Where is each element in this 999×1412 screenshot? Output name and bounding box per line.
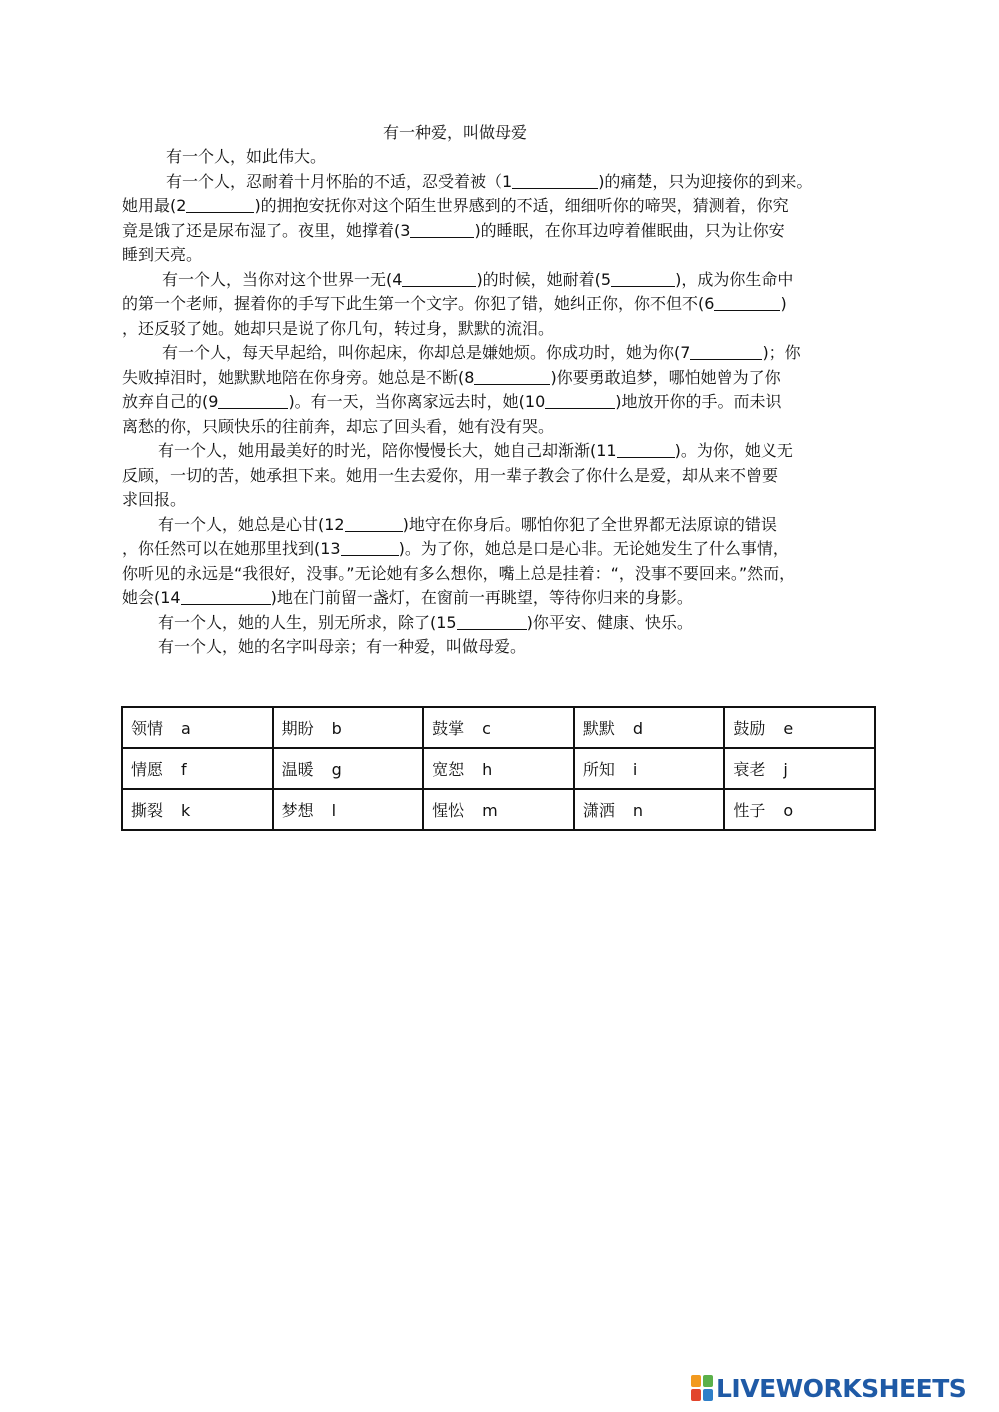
- paragraph-line: 竟是饿了还是尿布湿了。夜里，她撑着(3 )的睡眠，在你耳边哼着催眠曲，只为让你安: [122, 220, 785, 240]
- liveworksheets-logo-text: LIVEWORKSHEETS: [716, 1373, 967, 1403]
- paragraph-line: 她会(14 )地在门前留一盏灯，在窗前一再眺望，等待你归来的身影。: [122, 588, 693, 607]
- word-cell[interactable]: 性子 o: [724, 789, 875, 830]
- word-cell[interactable]: 温暖 g: [273, 748, 424, 789]
- word-bank-table: [121, 706, 876, 831]
- word-cell[interactable]: 撕裂 k: [122, 789, 273, 830]
- paragraph-line: 有一个人，她的名字叫母亲；有一种爱，叫做母爱。: [158, 637, 527, 656]
- blank-1[interactable]: [512, 172, 598, 189]
- paragraph-line: ，还反驳了她。她却只是说了你几句，转过身，默默的流泪。: [122, 318, 555, 338]
- paragraph-line: 求回报。: [122, 490, 187, 509]
- blank-9[interactable]: [218, 392, 288, 409]
- paragraph-line: 有一个人，她的人生，别无所求，除了(15 )你平安、健康、快乐。: [158, 612, 693, 632]
- blank-5[interactable]: [611, 270, 675, 287]
- word-cell[interactable]: 衰老 j: [724, 748, 875, 789]
- word-cell[interactable]: 期盼 b: [273, 707, 424, 748]
- paragraph-line: 有一个人，如此伟大。: [166, 147, 327, 166]
- word-bank-row: [122, 748, 875, 789]
- blank-8[interactable]: [474, 368, 550, 385]
- paragraph-line: 有一个人，每天早起给，叫你起床，你却总是嫌她烦。你成功时，她为你(7 )；你: [162, 343, 801, 362]
- blank-15[interactable]: [457, 613, 527, 630]
- word-cell[interactable]: 默默 d: [574, 707, 725, 748]
- word-cell[interactable]: 梦想 l: [273, 789, 424, 830]
- blank-6[interactable]: [714, 294, 780, 311]
- liveworksheets-logo[interactable]: [691, 1372, 966, 1404]
- paragraph-line: ，你任然可以在她那里找到(13 )。为了你，她总是口是心非。无论她发生了什么事情，: [122, 539, 789, 558]
- paragraph-line: 她用最(2 )的拥抱安抚你对这个陌生世界感到的不适，细细听你的啼哭，猜测着，你究: [122, 196, 789, 215]
- paragraph-line: 睡到天亮。: [122, 245, 203, 264]
- word-cell[interactable]: 领情 a: [122, 707, 273, 748]
- word-cell[interactable]: 惺忪 m: [423, 789, 574, 830]
- page-title: 有一种爱，叫做母爱: [382, 123, 527, 142]
- word-cell[interactable]: 鼓掌 c: [423, 707, 574, 748]
- blank-11[interactable]: [617, 441, 675, 458]
- paragraph-line: 放弃自己的(9 )。有一天，当你离家远去时，她(10 )地放开你的手。而未识: [122, 392, 782, 411]
- paragraph-line: 有一个人，忍耐着十月怀胎的不适，忍受着被（1 )的痛楚，只为迎接你的到来。: [166, 171, 813, 191]
- paragraph-line: 反顾，一切的苦，她承担下来。她用一生去爱你，用一辈子教会了你什么是爱，却从来不曾要: [122, 465, 779, 485]
- blank-4[interactable]: [402, 270, 476, 287]
- blank-14[interactable]: [181, 588, 271, 605]
- paragraph-line: 失败掉泪时，她默默地陪在你身旁。她总是不断(8 )你要勇敢追梦，哪怕她曾为了你: [122, 367, 781, 387]
- paragraph-line: 有一个人，当你对这个世界一无(4 )的时候，她耐着(5 )，成为你生命中: [162, 269, 794, 289]
- blank-13[interactable]: [341, 539, 399, 556]
- passage: [122, 145, 874, 660]
- paragraph-line: 的第一个老师，握着你的手写下此生第一个文字。你犯了错，她纠正你，你不但不(6 ): [122, 294, 787, 313]
- blank-3[interactable]: [410, 221, 474, 238]
- word-cell[interactable]: 所知 i: [574, 748, 725, 789]
- blank-10[interactable]: [545, 392, 615, 409]
- word-cell[interactable]: 情愿 f: [122, 748, 273, 789]
- word-bank-row: [122, 789, 875, 830]
- liveworksheets-logo-icon: [691, 1375, 713, 1401]
- blank-2[interactable]: [186, 196, 254, 213]
- paragraph-line: 你听见的永远是“我很好，没事。”无论她有多么想你，嘴上总是挂着：“，没事不要回来。”然而，: [122, 563, 796, 583]
- word-bank-row: [122, 707, 875, 748]
- word-cell[interactable]: 宽恕 h: [423, 748, 574, 789]
- blank-12[interactable]: [345, 515, 403, 532]
- paragraph-line: 有一个人，她总是心甘(12 )地守在你身后。哪怕你犯了全世界都无法原谅的错误: [158, 514, 777, 534]
- blank-7[interactable]: [690, 343, 762, 360]
- paragraph-line: 有一个人，她用最美好的时光，陪你慢慢长大，她自己却渐渐(11 )。为你，她义无: [158, 441, 793, 460]
- paragraph-line: 离愁的你，只顾快乐的往前奔，却忘了回头看，她有没有哭。: [122, 416, 555, 436]
- word-cell[interactable]: 鼓励 e: [724, 707, 875, 748]
- word-cell[interactable]: 潇洒 n: [574, 789, 725, 830]
